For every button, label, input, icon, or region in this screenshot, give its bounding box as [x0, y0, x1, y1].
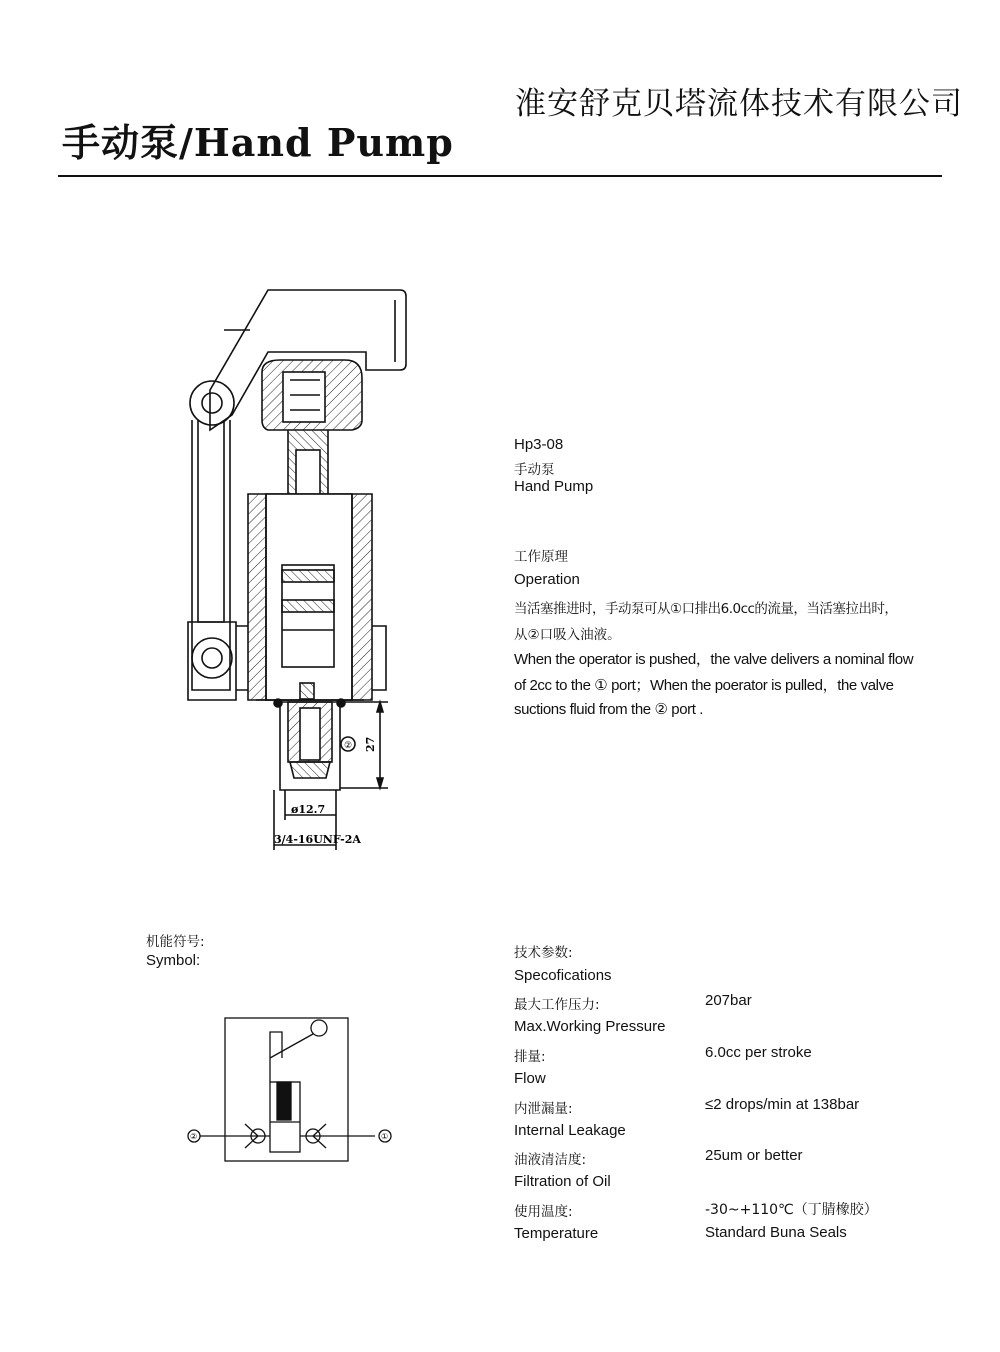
operation-desc-cn-1: 当活塞推进时，手动泵可从①口排出6.0cc的流量，当活塞拉出时， — [514, 601, 898, 617]
dimension-thread: 3/4-16UNF-2A — [274, 833, 361, 846]
port-2-label: ② — [344, 741, 353, 751]
company-name: 淮安舒克贝塔流体技术有限公司 — [515, 86, 963, 122]
product-name-cn: 手动泵 — [514, 462, 555, 478]
spec-value-secondary: Standard Buna Seals — [705, 1224, 847, 1241]
spec-label-cn: 使用温度: — [514, 1204, 573, 1220]
symbol-handle-knob — [311, 1020, 327, 1036]
spec-label-en: Internal Leakage — [514, 1122, 626, 1139]
spec-label-cn: 最大工作压力: — [514, 997, 600, 1013]
spec-value: 6.0cc per stroke — [705, 1044, 812, 1061]
spec-label-en: Temperature — [514, 1225, 599, 1242]
dimension-diameter: ø12.7 — [291, 803, 326, 816]
spec-value: ≤2 drops/min at 138bar — [705, 1096, 860, 1113]
spec-value: 25um or better — [705, 1147, 803, 1164]
symbol-port-left: ② — [190, 1132, 198, 1141]
lower-pivot — [192, 638, 232, 678]
operation-desc-en-1: When the operator is pushed，the valve delivers a nominal flow — [514, 651, 914, 668]
spec-label-en: Max.Working Pressure — [514, 1018, 666, 1035]
spec-label-en: Flow — [514, 1070, 546, 1087]
model-number: Hp3-08 — [514, 436, 564, 453]
operation-desc-en-2: of 2cc to the ① port；When the poerator is pulled，the valve — [514, 677, 894, 694]
spec-value: 207bar — [705, 992, 752, 1009]
spec-value: -30~+110℃（丁腈橡胶） — [705, 1202, 878, 1218]
spec-label-en: Filtration of Oil — [514, 1173, 611, 1190]
hydraulic-symbol — [170, 1010, 410, 1170]
product-name-en: Hand Pump — [514, 478, 594, 495]
symbol-label-en: Symbol: — [146, 952, 201, 969]
symbol-port-right: ① — [381, 1132, 389, 1141]
spec-label-cn: 内泄漏量: — [514, 1101, 573, 1117]
specs-heading-cn: 技术参数: — [514, 945, 573, 961]
operation-heading-cn: 工作原理 — [514, 549, 568, 565]
spec-label-cn: 排量: — [514, 1049, 546, 1065]
dimension-height: 27 — [364, 736, 377, 752]
page-title: 手动泵/Hand Pump — [62, 120, 454, 165]
operation-desc-cn-2: 从②口吸入油液。 — [514, 627, 621, 643]
operation-desc-en-3: suctions fluid from the ② port . — [514, 701, 704, 718]
operation-heading-en: Operation — [514, 571, 580, 588]
spec-label-cn: 油液清洁度: — [514, 1152, 587, 1168]
symbol-label-cn: 机能符号: — [146, 934, 205, 950]
specs-heading-en: Specofications — [514, 967, 612, 984]
